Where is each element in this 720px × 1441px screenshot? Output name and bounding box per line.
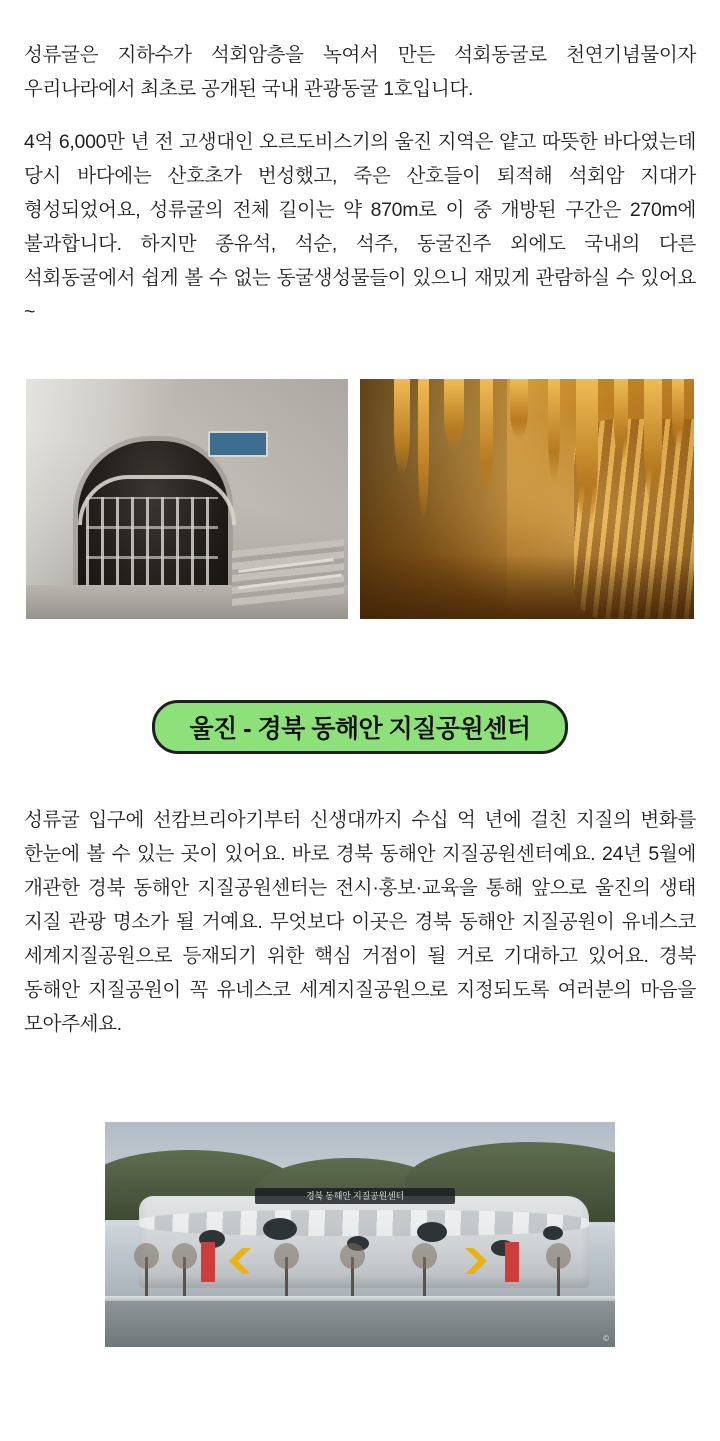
- red-banner: [505, 1242, 519, 1282]
- stalactite: [576, 379, 598, 529]
- photo-geopark-center: [105, 1122, 615, 1347]
- stalactite: [644, 379, 662, 505]
- stalactite: [394, 379, 410, 475]
- section-title-pill: 울진 - 경북 동해안 지질공원센터: [152, 700, 567, 754]
- building-window: [543, 1226, 563, 1240]
- stalactite: [480, 379, 493, 497]
- red-banner: [201, 1242, 215, 1282]
- building-sign: 경북 동해안 지질공원센터: [255, 1188, 455, 1204]
- photo-row: [26, 379, 694, 619]
- stalactite: [672, 379, 684, 449]
- stalactite: [444, 379, 464, 451]
- building-window: [263, 1218, 297, 1240]
- photo-cave-entrance: [26, 379, 348, 619]
- cave-stairs: [232, 539, 344, 607]
- intro-paragraph-1: 성류굴은 지하수가 석회암층을 녹여서 만든 석회동굴로 천연기념물이자 우리나라에서 최초로 공개된 국내 관광동굴 1호입니다.: [24, 43, 696, 100]
- section-title-wrap: [0, 700, 720, 754]
- stalactite: [510, 379, 528, 439]
- stalactite: [418, 379, 429, 519]
- road: [105, 1301, 615, 1347]
- geopark-paragraph-1: 성류굴 입구에 선캄브리아기부터 신생대까지 수십 억 년에 걸친 지질의 변화를 한눈에 볼 수 있는 곳이 있어요. 바로 경북 동해안 지질공원센터예요. 24년 5월에 개관한 경북 동해안 지질공원센터는 전시·홍보·교육을 통해 앞으로 울진의 생태 지질 관광 명소가 될 거예요. 무엇보다 이곳은 경북 동해안 지질공원이 유네스코 세계지질공원으로 등재되기 위한 핵심 거점이 될 거로 기대하고 있어요. 경북 동해안 지질공원이 꼭 유네스코 세계지질공원으로 지정되도록 여러분의 마음을 모아주세요.: [24, 808, 696, 1035]
- stalactite: [614, 379, 628, 463]
- photo-credit: ©: [603, 1334, 609, 1343]
- cave-floor: [360, 555, 694, 619]
- building-window: [417, 1222, 447, 1242]
- stalactite: [548, 379, 560, 483]
- intro-paragraph-2: 4억 6,000만 년 전 고생대인 오르도비스기의 울진 지역은 얕고 따뜻한 바다였는데 당시 바다에는 산호초가 번성했고, 죽은 산호들이 퇴적해 석회암 지대가 형성되었어요, 성류굴의 전체 길이는 약 870m로 이 중 개방된 구간은 270m에 불과합니다. 하지만 종유석, 석순, 석주, 동굴진주 외에도 국내의 다른 석회동굴에서 쉽게 볼 수 없는 동굴생성물들이 있으니 재밌게 관람하실 수 있어요~: [24, 131, 696, 323]
- intro-text-block: [24, 18, 696, 349]
- photo-cave-interior: [360, 379, 694, 619]
- geopark-text-block: [24, 783, 696, 1060]
- cave-entrance-sign: [208, 431, 268, 457]
